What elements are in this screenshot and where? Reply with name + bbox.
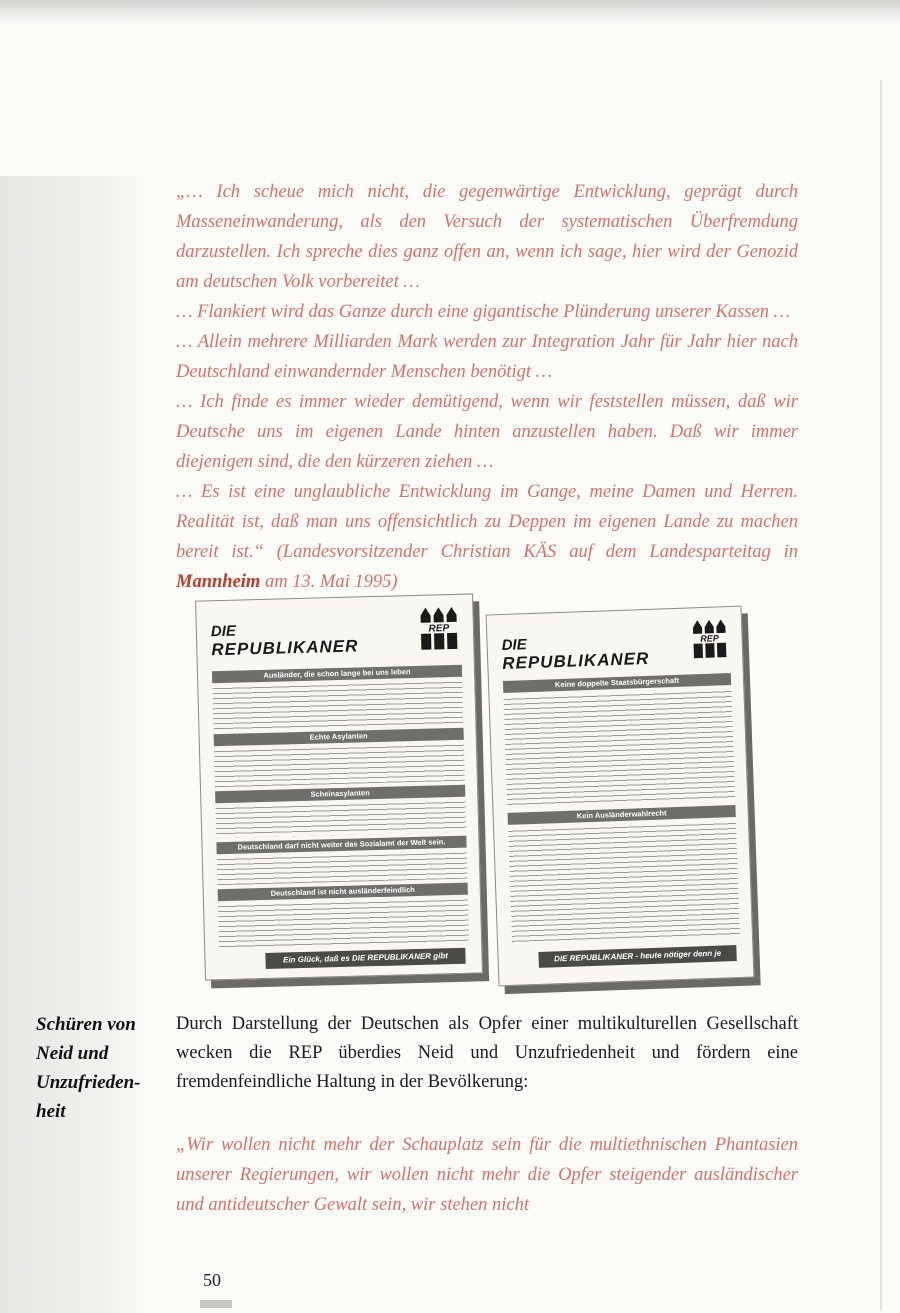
page-mark [200,1300,232,1308]
side-heading: Schüren von Neid und Unzufrieden-heit [36,1014,141,1122]
flyer-footer: Ein Glück, daß es DIE REPUBLIKANER gibt [265,948,465,969]
logo-text: REP [428,623,450,635]
place-highlight: Mannheim [176,572,261,592]
brand-die: DIE [210,622,237,641]
brand-die: DIE [501,636,527,655]
flyer-brand [211,619,359,659]
flyer-section-heading: Deutschland ist nicht ausländerfeindlich [218,883,468,902]
flyer-section-heading: Scheinasylanten [215,785,465,804]
brand-name: REPUBLIKANER [211,636,359,660]
quote-paragraph: „… Ich scheue mich nicht, die gegenwärtige Entwicklung, geprägt durch Masseneinwanderung, als den Versuch der systematischen Überfremdung darzustellen. Ich spreche dies ganz offen an, wenn ich sage, hier wird der Genozid am deutschen Volk vorbereitet … [176,182,798,292]
flyer-section-heading: Kein Ausländerwahlrecht [508,805,736,825]
flyer-text-lines [503,689,735,807]
flyer-right [486,606,755,987]
quote-top [176,177,798,597]
quote-paragraph: „Wir wollen nicht mehr der Schauplatz sein für die multiethnischen Phantasien unserer Regierungen, wir wollen nicht mehr die Opfer steigender ausländischer und antideutscher Gewalt sein, wir stehen nicht [176,1135,798,1215]
flyer-text-lines [215,800,466,839]
flyer-left [195,593,483,980]
page-edge [880,80,882,1310]
flyer-text-lines [212,680,463,731]
flyer-text-lines [217,851,468,886]
quote-paragraph: … Ich finde es immer wieder demütigend, wenn wir feststellen müssen, daß wir Deutsche uns im eigenen Lande hinten anzustellen haben. Daß wir immer diejenigen sind, die den kürzeren ziehen … [176,392,798,472]
quote-text: … Es ist eine unglaubliche Entwicklung im Gange, meine Damen und Herren. Realität ist, daß man uns offensichtlich zu Deppen im eigenen Lande zu machen bereit ist.“ (Landesvorsitzender Christian KÄS auf dem Landesparteitag in [176,482,798,562]
body-paragraph: Durch Darstellung der Deutschen als Opfer einer multikulturellen Gesellschaft wecken die REP überdies Neid und Unzufriedenheit und fördern eine fremdenfeindliche Haltung in der Bevölkerung: [176,1014,798,1092]
flyer-section-heading: Echte Asylanten [214,728,464,747]
flyer-text-lines [214,743,465,788]
flyer-text-lines [218,898,469,949]
quote-paragraph: … Allein mehrere Milliarden Mark werden zur Integration Jahr für Jahr hier nach Deutschland einwandernder Menschen benötigt … [176,332,798,382]
flyer-section-heading: Keine doppelte Staatsbürgerschaft [503,673,731,693]
quote-paragraph-last [176,477,798,597]
page-number: 50 [203,1270,221,1290]
quote-paragraph: … Flankiert wird das Ganze durch eine gigantische Plünderung unserer Kassen … [176,302,791,322]
quote-bottom [176,1130,798,1220]
brand-name: REPUBLIKANER [501,648,650,674]
flyer-footer: DIE REPUBLIKANER - heute nötiger denn je [538,945,736,968]
scan-top-edge [0,0,900,24]
margin-column [0,176,150,1313]
rep-logo-icon [418,605,459,652]
flyer-text-lines [508,821,740,945]
quote-text: am 13. Mai 1995) [260,572,398,592]
logo-text: REP [700,633,719,644]
flyer-brand [501,632,649,673]
flyer-section-heading: Ausländer, die schon lange bei uns leben [212,665,462,684]
rep-logo-icon [691,617,728,660]
flyer-section-heading: Deutschland darf nicht weiter das Sozialamt der Welt sein. [216,836,466,855]
